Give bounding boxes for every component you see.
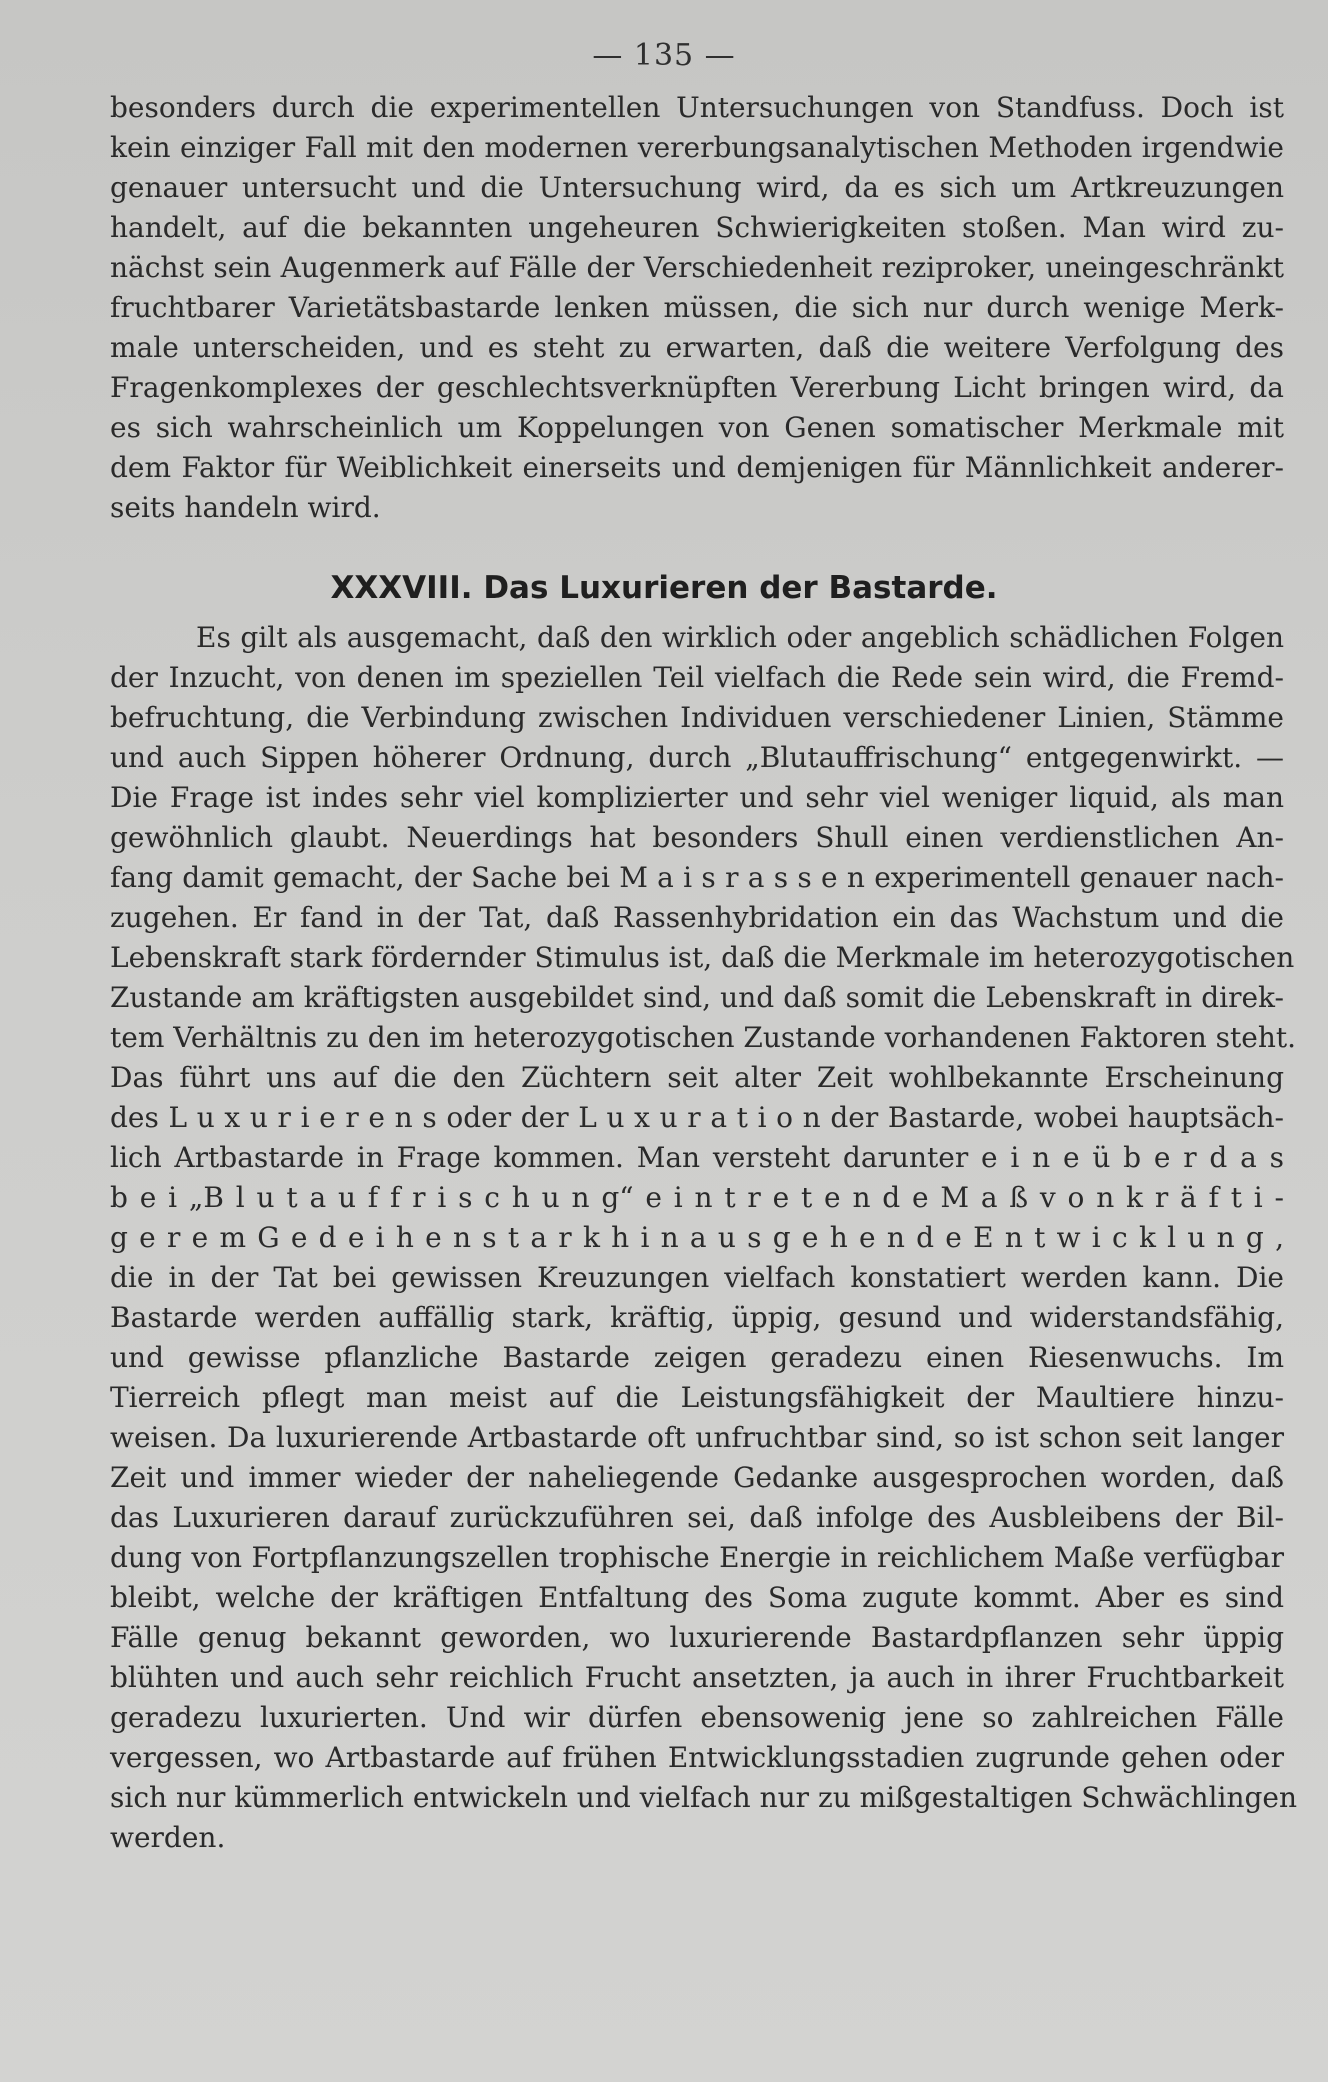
section-title: XXXVIII. Das Luxurieren der Bastarde.	[330, 570, 998, 606]
text-line: genauer untersucht und die Untersuchung wird, da es sich um Artkreuzungen	[110, 171, 1284, 204]
text-line: sich nur kümmerlich entwickeln und vielfach nur zu mißgestaltigen Schwächlingen	[110, 1781, 1298, 1814]
text-line: Zustande am kräftigsten ausgebildet sind, und daß somit die Lebenskraft in direk-	[110, 981, 1284, 1014]
text-line: g e r e m G e d e i h e n s t a r k h i n a u s g e h e n d e E n t w i c k l u n g ,	[110, 1221, 1284, 1254]
text-line: Fälle genug bekannt geworden, wo luxurierende Bastardpflanzen sehr üppig	[110, 1621, 1284, 1654]
text-line: Es gilt als ausgemacht, daß den wirklich oder angeblich schädlichen Folgen	[196, 621, 1284, 654]
text-line: fruchtbarer Varietätsbastarde lenken müssen, die sich nur durch wenige Merk-	[110, 291, 1284, 324]
text-line: Fragenkomplexes der geschlechtsverknüpften Vererbung Licht bringen wird, da	[110, 371, 1284, 404]
text-line: Die Frage ist indes sehr viel komplizierter und sehr viel weniger liquid, als man	[110, 781, 1284, 814]
text-line: kein einziger Fall mit den modernen vererbungsanalytischen Methoden irgendwie	[110, 131, 1284, 164]
text-line: weisen. Da luxurierende Artbastarde oft unfruchtbar sind, so ist schon seit langer	[110, 1421, 1284, 1454]
text-line: male unterscheiden, und es steht zu erwarten, daß die weitere Verfolgung des	[110, 331, 1284, 364]
text-line: gewöhnlich glaubt. Neuerdings hat besonders Shull einen verdienstlichen An-	[110, 821, 1284, 854]
continued-paragraph	[110, 88, 1284, 528]
text-line: b e i „B l u t a u f f r i s c h u n g“ e i n t r e t e n d e M a ß v o n k r ä f t i -	[110, 1181, 1284, 1214]
text-line: und gewisse pflanzliche Bastarde zeigen geradezu einen Riesenwuchs. Im	[110, 1341, 1284, 1374]
text-line: vergessen, wo Artbastarde auf frühen Entwicklungsstadien zugrunde gehen oder	[110, 1741, 1284, 1774]
text-line: bleibt, welche der kräftigen Entfaltung des Soma zugute kommt. Aber es sind	[110, 1581, 1284, 1614]
text-line: tem Verhältnis zu den im heterozygotischen Zustande vorhandenen Faktoren steht.	[110, 1021, 1297, 1054]
text-line: Tierreich pflegt man meist auf die Leistungsfähigkeit der Maultiere hinzu-	[110, 1381, 1284, 1414]
text-line: geradezu luxurierten. Und wir dürfen ebensowenig jene so zahlreichen Fälle	[110, 1701, 1284, 1734]
text-line: besonders durch die experimentellen Untersuchungen von Standfuss. Doch ist	[110, 91, 1284, 124]
text-line: Lebenskraft stark fördernder Stimulus ist, daß die Merkmale im heterozygotischen	[110, 941, 1295, 974]
text-line: seits handeln wird.	[110, 491, 381, 524]
section-paragraph	[110, 618, 1298, 1858]
text-line: Bastarde werden auffällig stark, kräftig, üppig, gesund und widerstandsfähig,	[110, 1301, 1284, 1334]
text-line: es sich wahrscheinlich um Koppelungen von Genen somatischer Merkmale mit	[110, 411, 1284, 444]
text-line: befruchtung, die Verbindung zwischen Individuen verschiedener Linien, Stämme	[110, 701, 1284, 734]
text-line: und auch Sippen höherer Ordnung, durch „Blutauffrischung“ entgegenwirkt. —	[110, 741, 1284, 774]
text-line: werden.	[110, 1821, 226, 1854]
text-line: lich Artbastarde in Frage kommen. Man versteht darunter e i n e ü b e r d a s	[110, 1141, 1284, 1174]
text-line: nächst sein Augenmerk auf Fälle der Verschiedenheit reziproker, uneingeschränkt	[110, 251, 1284, 284]
text-line: dung von Fortpflanzungszellen trophische Energie in reichlichem Maße verfügbar	[110, 1541, 1284, 1574]
page-number: — 135 —	[592, 38, 736, 73]
text-line: Das führt uns auf die den Züchtern seit alter Zeit wohlbekannte Erscheinung	[110, 1061, 1284, 1094]
text-line: Zeit und immer wieder der naheliegende Gedanke ausgesprochen worden, daß	[110, 1461, 1284, 1494]
text-line: das Luxurieren darauf zurückzuführen sei, daß infolge des Ausbleibens der Bil-	[110, 1501, 1284, 1534]
text-line: die in der Tat bei gewissen Kreuzungen vielfach konstatiert werden kann. Die	[110, 1261, 1284, 1294]
text-line: zugehen. Er fand in der Tat, daß Rassenhybridation ein das Wachstum und die	[110, 901, 1284, 934]
text-line: blühten und auch sehr reichlich Frucht ansetzten, ja auch in ihrer Fruchtbarkeit	[110, 1661, 1284, 1694]
text-line: dem Faktor für Weiblichkeit einerseits und demjenigen für Männlichkeit anderer-	[110, 451, 1284, 484]
text-line: des L u x u r i e r e n s oder der L u x u r a t i o n der Bastarde, wobei hauptsäch-	[110, 1101, 1284, 1134]
text-line: fang damit gemacht, der Sache bei M a i s r a s s e n experimentell genauer nach-	[110, 861, 1284, 894]
text-line: handelt, auf die bekannten ungeheuren Schwierigkeiten stoßen. Man wird zu-	[110, 211, 1284, 244]
text-line: der Inzucht, von denen im speziellen Teil vielfach die Rede sein wird, die Fremd-	[110, 661, 1284, 694]
